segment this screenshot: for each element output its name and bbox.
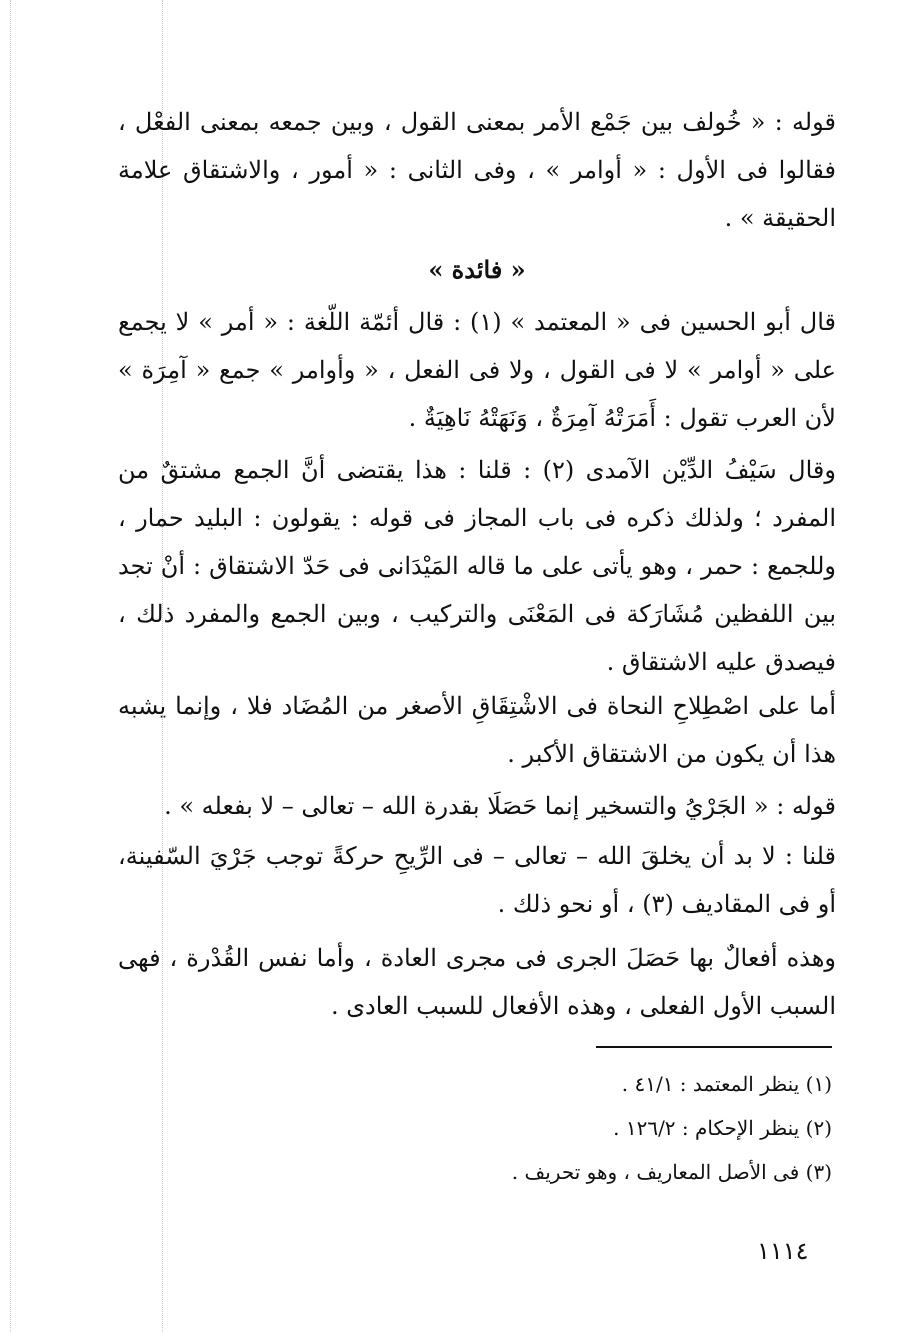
paragraph-4: أما على اصْطِلاحِ النحاة فى الاشْتِقَاقِ الأصغر من المُضَاد فلا ، وإنما يشبه هذا أن يكون من الاشتقاق الأكبر .: [118, 692, 836, 768]
section-heading: « فائدة »: [428, 255, 526, 284]
footnote-2: (٢) ينظر الإحكام : ١٢٦/٢ .: [613, 1116, 832, 1140]
paragraph-7: وهذه أفعالٌ بها حَصَلَ الجرى فى مجرى العادة ، وأما نفس القُدْرة ، فهى السبب الأول الفعلى ، وهذه الأفعال للسبب العادى .: [118, 944, 836, 1020]
footnote-separator: [596, 1046, 832, 1048]
paragraph-6: قلنا : لا بد أن يخلقَ الله – تعالى – فى الرِّيحِ حركةً توجب جَرْيَ السّفينة، أو فى المقاديف (٣) ، أو نحو ذلك .: [118, 842, 836, 918]
paragraph-3: وقال سَيْفُ الدِّيْن الآمدى (٢) : قلنا : هذا يقتضى أنَّ الجمع مشتقٌ من المفرد ؛ ولذلك ذكره فى باب المجاز فى قوله : يقولون : البليد حمار ، وللجمع : حمر ، وهو يأتى على ما قاله المَيْدَانى فى حَدّ الاشتقاق : أنْ تجد بين اللفظين مُشَارَكة فى المَعْنَى والتركيب ، وبين الجمع والمفرد ذلك ، فيصدق عليه الاشتقاق .: [118, 456, 836, 676]
footnote-3: (٣) فى الأصل المعاريف ، وهو تحريف .: [511, 1160, 832, 1184]
footnote-1: (١) ينظر المعتمد : ٤١/١ .: [621, 1072, 832, 1096]
paragraph-2: قال أبو الحسين فى « المعتمد » (١) : قال أئمّة اللّغة : « أمر » لا يجمع على « أوامر » لا فى القول ، ولا فى الفعل ، « وأوامر » جمع « آمِرَة » لأن العرب تقول : أَمَرَتْهُ آمِرَةٌ ، وَنَهَتْهُ نَاهِيَةٌ .: [118, 308, 836, 432]
page-edge-mark: [10, 0, 11, 1332]
page-number: ١١١٤: [757, 1237, 809, 1265]
paragraph-5: قوله : « الجَرْيُ والتسخير إنما حَصَلَا بقدرة الله – تعالى – لا بفعله » .: [164, 792, 836, 820]
paragraph-1: قوله : « خُولف بين جَمْع الأمر بمعنى القول ، وبين جمعه بمعنى الفعْل ، فقالوا فى الأول : « أوامر » ، وفى الثانى : « أمور ، والاشتقاق علامة الحقيقة » .: [118, 108, 836, 232]
